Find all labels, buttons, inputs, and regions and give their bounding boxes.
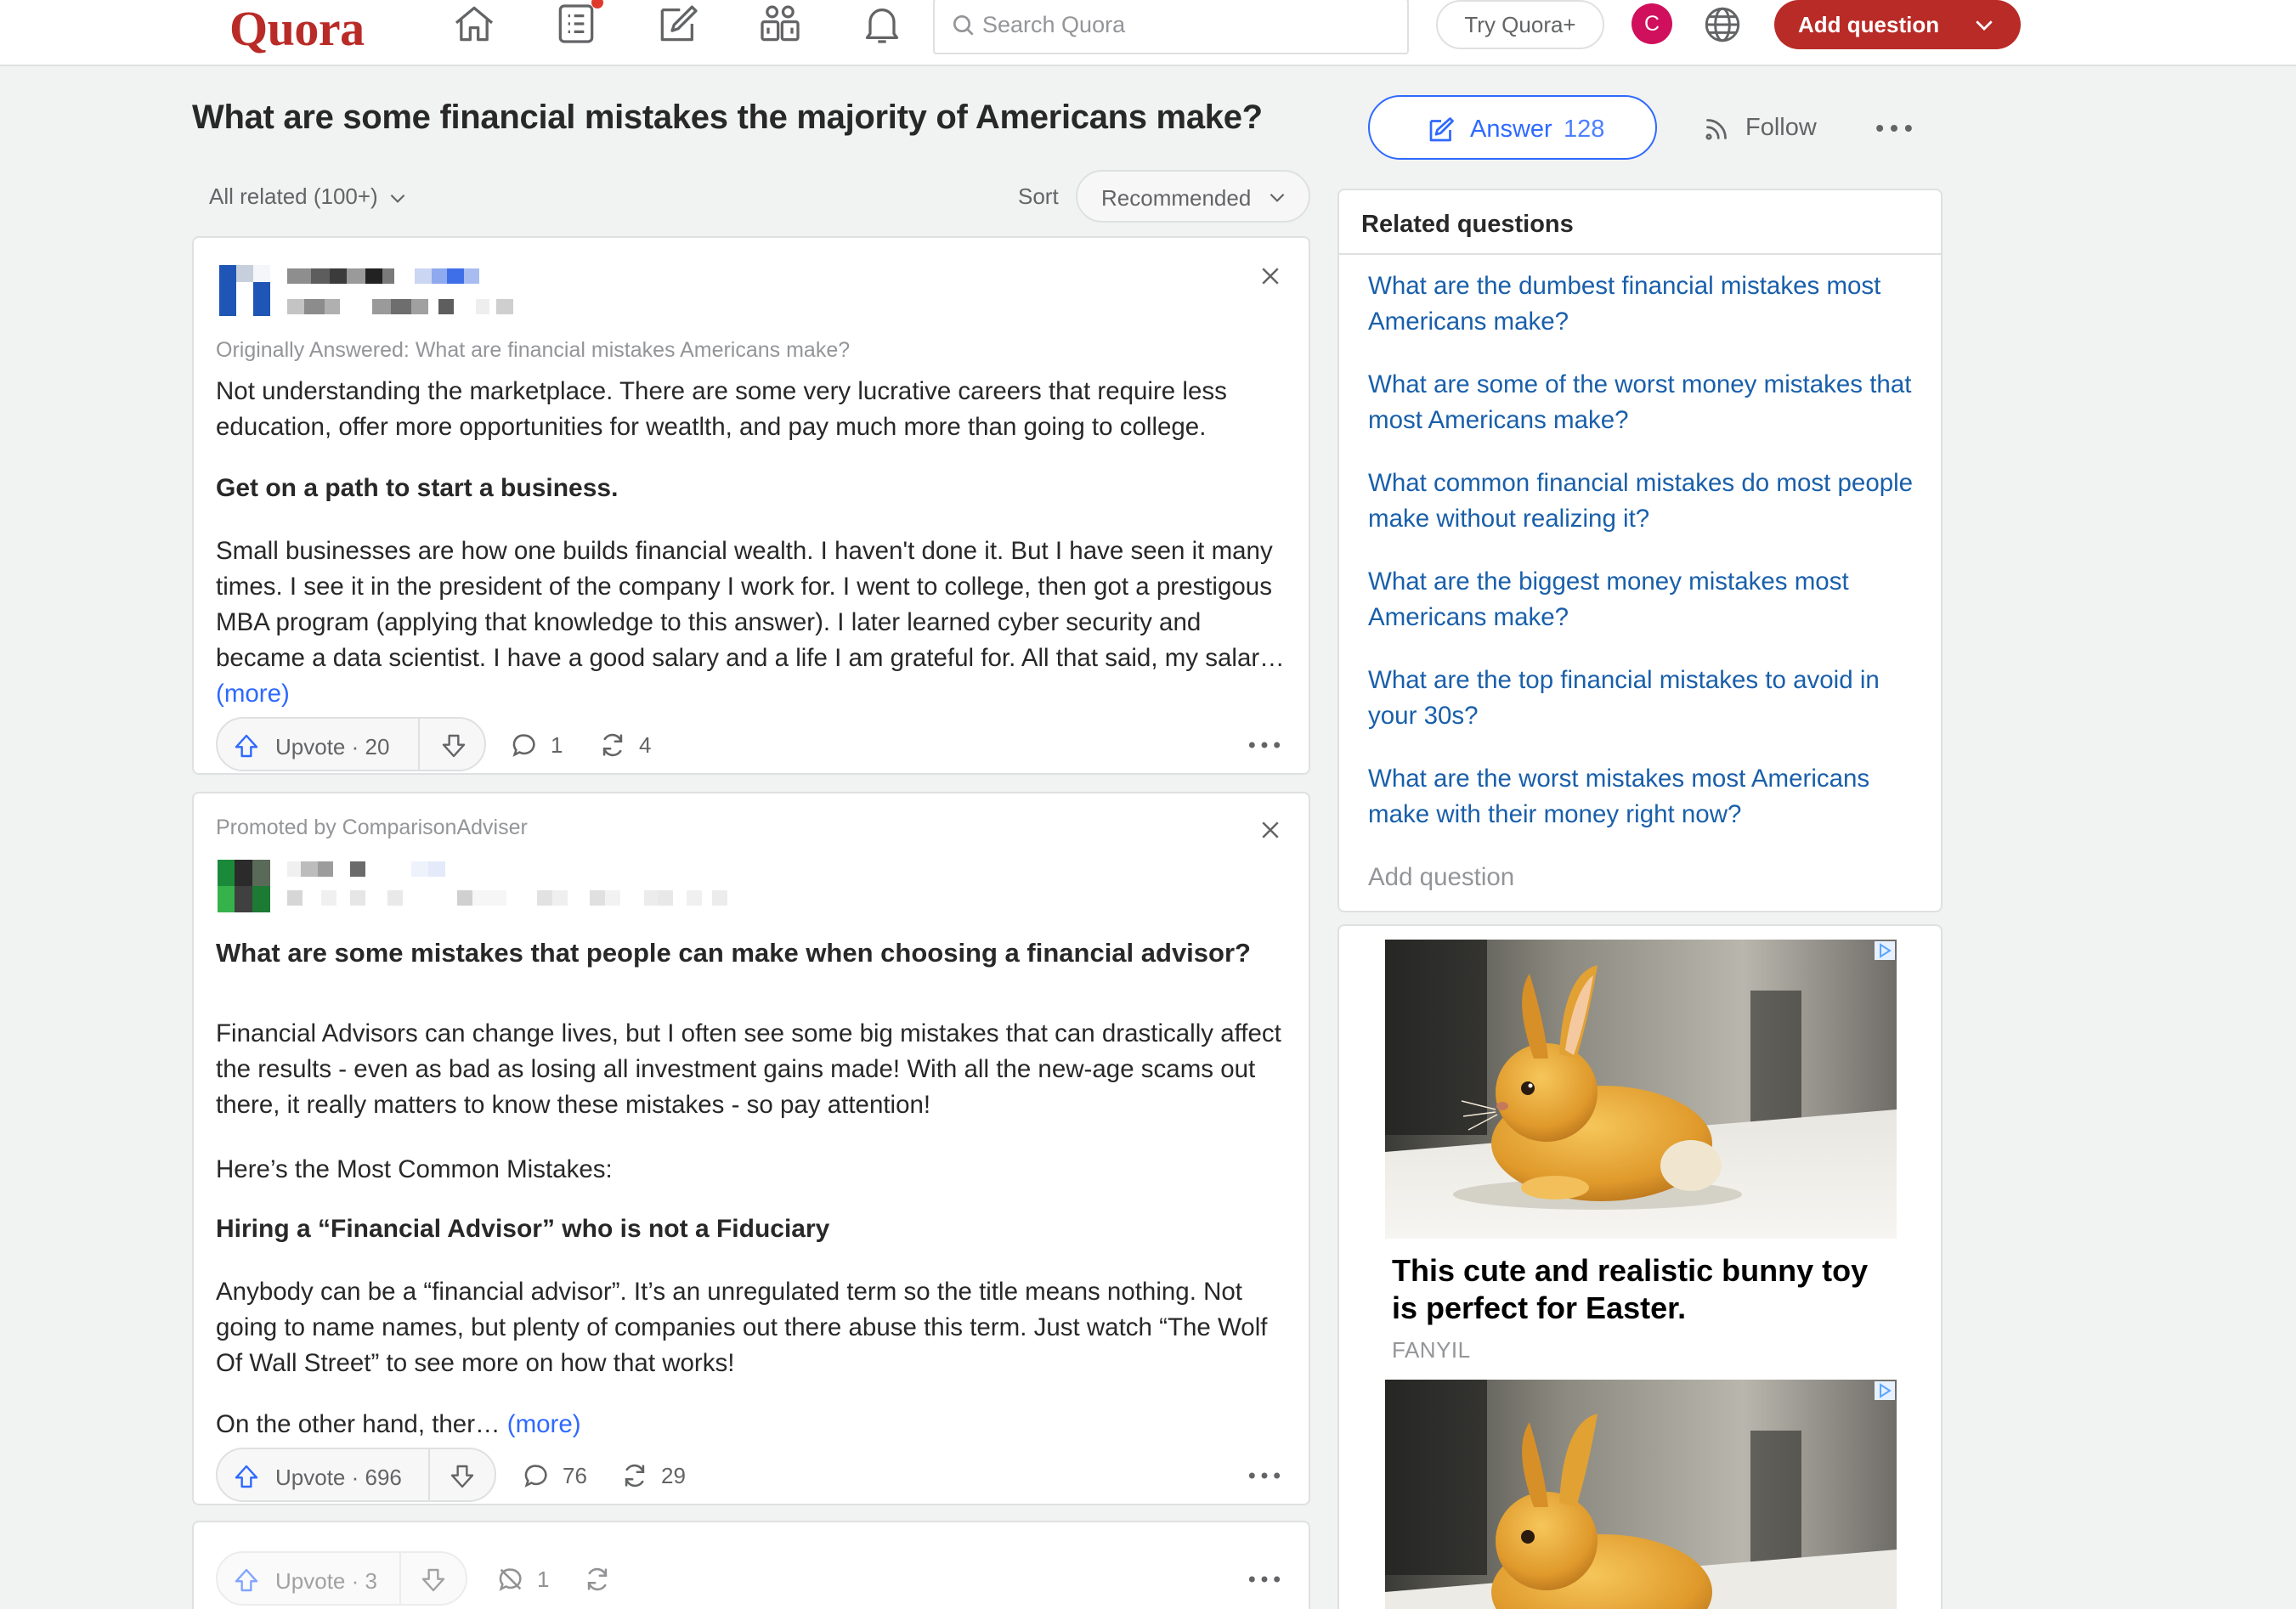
chevron-down-icon bbox=[1266, 186, 1288, 208]
vote-control bbox=[216, 1448, 496, 1502]
upvote-arrow-icon[interactable] bbox=[233, 732, 260, 759]
more-link[interactable]: (more) bbox=[216, 680, 290, 708]
sponsor-avatar[interactable] bbox=[218, 860, 270, 912]
adchoices-icon[interactable] bbox=[1875, 1381, 1895, 1400]
share-button[interactable] bbox=[598, 731, 666, 759]
comment-bubble-icon bbox=[522, 1461, 551, 1490]
divider bbox=[428, 1449, 430, 1500]
follow-label: Follow bbox=[1745, 114, 1817, 141]
sort-value: Recommended bbox=[1101, 185, 1252, 211]
originally-answered-link[interactable]: Originally Answered: What are financial mistakes Americans make? bbox=[216, 338, 851, 362]
author-avatar[interactable] bbox=[219, 265, 270, 316]
upvote-button[interactable]: Upvote · 696 bbox=[275, 1465, 402, 1490]
downvote-arrow-icon[interactable] bbox=[420, 1567, 447, 1594]
divider bbox=[399, 1553, 401, 1604]
comment-count: 76 bbox=[563, 1463, 587, 1488]
comment-disabled-icon bbox=[496, 1565, 525, 1594]
divider bbox=[418, 719, 420, 770]
language-globe-icon[interactable] bbox=[1701, 3, 1744, 46]
search-icon bbox=[950, 12, 977, 39]
comments-button[interactable] bbox=[522, 1461, 598, 1490]
sort-label: Sort bbox=[1018, 183, 1059, 209]
comments-button[interactable] bbox=[510, 731, 569, 759]
upvote-button[interactable]: Upvote · 20 bbox=[275, 734, 390, 759]
user-avatar[interactable]: C bbox=[1632, 3, 1672, 44]
related-questions-header bbox=[1339, 190, 1941, 255]
comment-count: 1 bbox=[537, 1567, 550, 1592]
downvote-arrow-icon[interactable] bbox=[440, 732, 467, 759]
answer-paragraph bbox=[216, 1407, 1288, 1442]
close-icon[interactable] bbox=[1258, 817, 1283, 843]
reshare-icon bbox=[620, 1461, 649, 1490]
related-question-link[interactable]: What are some of the worst money mistakes that most Americans make? bbox=[1368, 370, 1912, 434]
answer-label: Answer bbox=[1470, 116, 1552, 143]
close-icon[interactable] bbox=[1258, 263, 1283, 289]
spaces-icon[interactable] bbox=[756, 0, 804, 48]
notification-dot bbox=[591, 0, 603, 8]
promoted-answer-card bbox=[192, 792, 1310, 1505]
answer-text: Small businesses are how one builds financial wealth. I haven't done it. But I have seen it many times. I see it in the president of the company I work for. I went to college, then got a prestigous MBA program (applying that knowledge to this answer). I later learned cyber security and became a data scientist. I have a good salary and a life I am grateful for. All that said, my salar… bbox=[216, 537, 1285, 672]
more-link[interactable]: (more) bbox=[506, 1410, 581, 1438]
share-button[interactable] bbox=[620, 1461, 705, 1490]
author-credential-redacted bbox=[287, 297, 559, 318]
answer-paragraph bbox=[216, 534, 1288, 712]
comment-count: 1 bbox=[551, 732, 563, 758]
answer-paragraph: Here’s the Most Common Mistakes: bbox=[216, 1155, 613, 1183]
answer-subheading: Hiring a “Financial Advisor” who is not a Fiduciary bbox=[216, 1215, 830, 1243]
related-question-link[interactable]: What are the dumbest financial mistakes most Americans make? bbox=[1368, 272, 1881, 336]
answer-card bbox=[192, 236, 1310, 775]
all-related-label: All related (100+) bbox=[209, 183, 378, 209]
related-question-link[interactable]: What are the top financial mistakes to avoid in your 30s? bbox=[1368, 666, 1880, 730]
adchoices-icon[interactable] bbox=[1875, 941, 1895, 960]
add-question-label: Add question bbox=[1798, 12, 1940, 37]
answer-count: 128 bbox=[1564, 116, 1605, 143]
upvote-arrow-icon[interactable] bbox=[233, 1567, 260, 1594]
answer-paragraph: Anybody can be a “financial advisor”. It’s an unregulated term so the title means nothing. Not going to name names, but plenty of companies out there abuse this term. Just watch “The Wolf Of Wall Street” to see more on how that works! bbox=[216, 1278, 1268, 1377]
ad-image-bunny-toy[interactable] bbox=[1385, 1380, 1897, 1609]
home-icon[interactable] bbox=[450, 0, 498, 48]
answer-paragraph: Not understanding the marketplace. There are some very lucrative careers that require less education, offer more opportunities for weatlth, and pay much more than going to college. bbox=[216, 377, 1227, 441]
all-related-filter[interactable] bbox=[209, 183, 409, 210]
promoted-by-label[interactable]: Promoted by ComparisonAdviser bbox=[216, 816, 528, 839]
answer-action-bar bbox=[216, 1551, 1288, 1606]
pencil-edit-icon bbox=[1426, 115, 1456, 145]
answer-action-bar bbox=[216, 717, 1288, 771]
related-question-link[interactable]: What common financial mistakes do most people make without realizing it? bbox=[1368, 469, 1914, 533]
related-questions-panel bbox=[1337, 189, 1943, 912]
chevron-down-icon bbox=[387, 187, 409, 209]
share-count: 29 bbox=[661, 1463, 686, 1488]
add-question-button[interactable] bbox=[1774, 0, 2021, 49]
share-count: 4 bbox=[639, 732, 652, 758]
reshare-icon bbox=[583, 1565, 612, 1594]
more-options-icon[interactable] bbox=[1247, 1567, 1281, 1592]
ad-image-bunny-toy[interactable] bbox=[1385, 940, 1897, 1239]
add-question-link[interactable]: Add question bbox=[1368, 863, 1515, 891]
follow-button[interactable] bbox=[1701, 109, 1837, 148]
answer-paragraph: Financial Advisors can change lives, but I often see some big mistakes that can drastically affect the results - even as bad as losing all investment gains made! With all the new-age scams out there, it really matters to know these mistakes - so pay attention! bbox=[216, 1019, 1281, 1119]
comments-button[interactable] bbox=[496, 1565, 556, 1594]
ad-headline[interactable]: This cute and realistic bunny toy is perfect for Easter. bbox=[1392, 1253, 1869, 1325]
sponsor-name-redacted[interactable] bbox=[287, 860, 508, 878]
promoted-question-title[interactable]: What are some mistakes that people can make when choosing a financial advisor? bbox=[216, 938, 1251, 968]
related-questions-title: Related questions bbox=[1361, 211, 1574, 238]
search-input[interactable] bbox=[982, 5, 1390, 44]
more-options-icon[interactable] bbox=[1247, 1463, 1281, 1488]
answer-button[interactable] bbox=[1368, 95, 1657, 160]
related-question-link[interactable]: What are the worst mistakes most Americans make with their money right now? bbox=[1368, 765, 1870, 828]
following-feed-icon[interactable] bbox=[552, 0, 600, 48]
advertisement-panel bbox=[1337, 924, 1943, 1609]
answer-heading: Get on a path to start a business. bbox=[216, 474, 619, 502]
upvote-button[interactable]: Upvote · 3 bbox=[275, 1568, 377, 1594]
answer-text: On the other hand, ther… bbox=[216, 1410, 500, 1438]
more-options-icon[interactable] bbox=[1247, 732, 1281, 758]
sort-dropdown[interactable] bbox=[1076, 170, 1310, 223]
downvote-arrow-icon[interactable] bbox=[449, 1463, 476, 1490]
top-navigation-bar bbox=[0, 0, 2296, 66]
try-quora-plus-button[interactable]: Try Quora+ bbox=[1436, 0, 1604, 49]
search-box[interactable] bbox=[933, 0, 1409, 54]
write-answer-icon[interactable] bbox=[654, 0, 702, 48]
related-question-link[interactable]: What are the biggest money mistakes most Americans make? bbox=[1368, 567, 1849, 631]
upvote-arrow-icon[interactable] bbox=[233, 1463, 260, 1490]
vote-control bbox=[216, 1551, 467, 1606]
share-button[interactable] bbox=[583, 1565, 617, 1594]
quora-logo[interactable]: Quora bbox=[229, 1, 365, 56]
more-options-icon[interactable] bbox=[1875, 116, 1914, 141]
comment-bubble-icon bbox=[510, 731, 539, 759]
notifications-bell-icon[interactable] bbox=[858, 0, 906, 48]
answer-action-bar bbox=[216, 1448, 1288, 1502]
author-name-redacted[interactable] bbox=[287, 267, 508, 287]
question-title[interactable]: What are some financial mistakes the majority of Americans make? bbox=[192, 99, 1263, 136]
rss-follow-icon bbox=[1701, 114, 1732, 144]
sponsor-tagline-redacted bbox=[287, 889, 763, 907]
reshare-icon bbox=[598, 731, 627, 759]
answer-card bbox=[192, 1521, 1310, 1609]
chevron-down-icon[interactable] bbox=[1971, 12, 1997, 37]
ad-brand-name[interactable]: FANYIL bbox=[1392, 1337, 1471, 1363]
vote-control bbox=[216, 717, 486, 771]
